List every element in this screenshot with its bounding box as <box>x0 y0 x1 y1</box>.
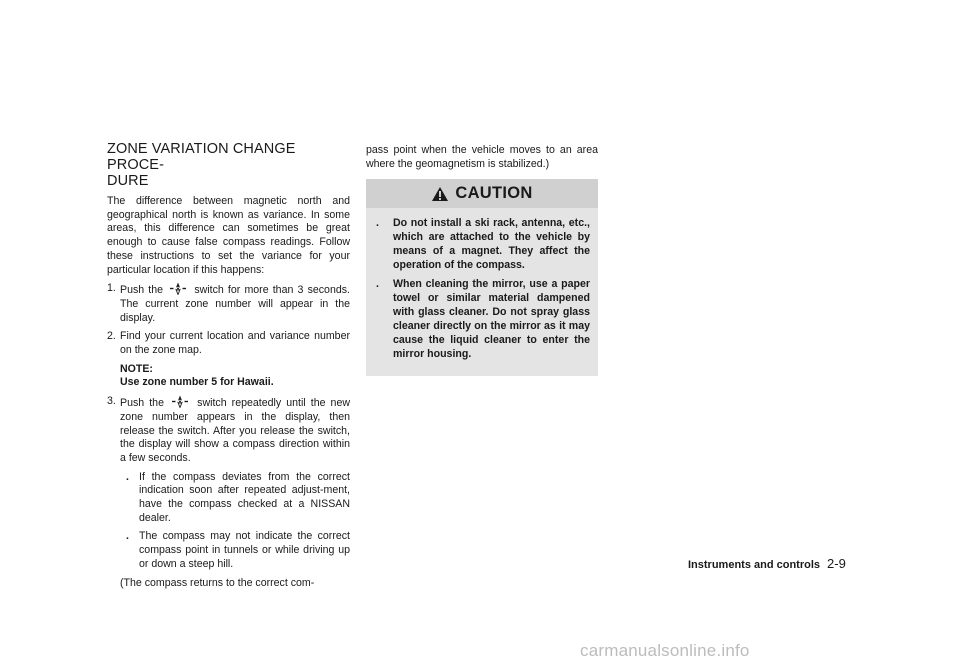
caution-title: CAUTION <box>455 184 533 203</box>
step-1 <box>107 282 350 325</box>
bullet-dot-icon: . <box>126 530 129 543</box>
bullet-list <box>120 471 350 572</box>
footer-section-title: Instruments and controls <box>688 559 821 571</box>
caution-box <box>366 179 598 376</box>
steps-list <box>107 282 350 571</box>
closing-text-part-1: (The compass returns to the correct com- <box>120 576 315 589</box>
bullet-item <box>120 530 350 571</box>
page-footer <box>688 556 846 571</box>
bullet-dot-icon: . <box>376 217 379 230</box>
note-label: NOTE: <box>120 362 153 375</box>
note-text: Use zone number 5 for Hawaii. <box>120 376 274 389</box>
step-text-after: switch repeatedly until the new zone number appears in the display, then release the switch. After you release the switch, the display will show a compass direction within a few seconds. <box>120 397 350 464</box>
compass-switch-icon <box>169 282 187 295</box>
caution-item <box>374 277 590 361</box>
caution-item-text: Do not install a ski rack, antenna, etc., which are attached to the vehicle by means of a magnet. They affect the operation of the compass. <box>393 217 590 272</box>
caution-header <box>366 179 598 208</box>
bullet-text: The compass may not indicate the correct compass point in tunnels or while driving up or down a steep hill. <box>139 530 350 570</box>
caution-list <box>374 216 590 361</box>
bullet-dot-icon: . <box>376 278 379 291</box>
caution-item-text: When cleaning the mirror, use a paper towel or similar material dampened with glass cleaner. Do not spray glass cleaner directly on the mirror as it may cause the liquid cleaner to enter the mirror housing. <box>393 278 590 361</box>
right-column <box>366 141 598 376</box>
bullet-dot-icon: . <box>126 470 129 483</box>
left-column <box>107 141 350 590</box>
bullet-item <box>120 471 350 526</box>
step-text-after: switch for more than 3 seconds. The current zone number will appear in the display. <box>120 284 350 324</box>
step-number: 1. <box>107 282 116 295</box>
step-text-before: Push the <box>120 284 164 297</box>
closing-text-part-2: pass point when the vehicle moves to an area where the geomagnetism is stabilized.) <box>366 144 598 170</box>
intro-paragraph: The difference between magnetic north and geographical north is known as variance. In some areas, this difference can sometimes be great enough to cause false compass readings. Follow these instructions to set the variance for your particular location if this happens: <box>107 195 350 276</box>
step-3 <box>107 395 350 571</box>
step-number: 3. <box>107 395 116 408</box>
section-heading <box>107 141 350 189</box>
heading-text: ZONE VARIATION CHANGE PROCE- DURE <box>107 141 296 189</box>
caution-item <box>374 216 590 272</box>
step-2 <box>107 330 350 390</box>
step-text: Find your current location and variance number on the zone map. <box>120 330 350 357</box>
compass-switch-icon <box>171 395 189 408</box>
step-text-before: Push the <box>120 397 164 410</box>
note-block <box>120 363 350 390</box>
step-number: 2. <box>107 330 116 343</box>
bullet-text: If the compass deviates from the correct indication soon after repeated adjust-ment, have the compass checked at a NISSAN dealer. <box>139 470 350 524</box>
warning-triangle-icon <box>431 186 449 202</box>
page-number: 2-9 <box>827 556 846 571</box>
watermark: carmanualsonline.info <box>580 641 750 660</box>
